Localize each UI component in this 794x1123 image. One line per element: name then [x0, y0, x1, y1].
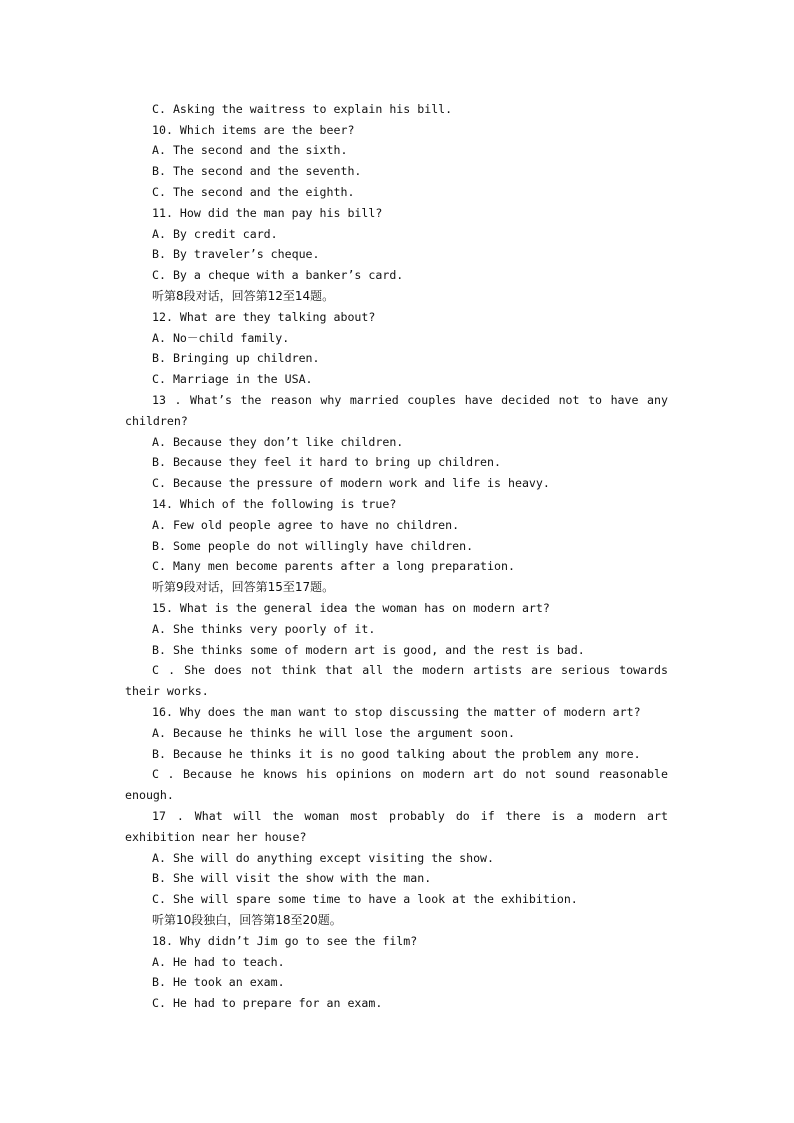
option-14b: B. Some people do not willingly have children.: [152, 539, 474, 553]
option-15a: A. She thinks very poorly of it.: [152, 622, 376, 636]
option-16b: B. Because he thinks it is no good talking about the problem any more.: [152, 747, 641, 761]
option-12b: B. Bringing up children.: [152, 351, 320, 365]
question-17: 17 . What will the woman most probably do if there is a modern art: [152, 809, 668, 823]
option-17a: A. She will do anything except visiting the show.: [152, 851, 495, 865]
option-12a: A. No－child family.: [152, 331, 290, 345]
option-18a: A. He had to teach.: [152, 955, 285, 969]
option-15c-continued: their works.: [125, 684, 209, 698]
option-12c: C. Marriage in the USA.: [152, 372, 313, 386]
question-18: 18. Why didn’t Jim go to see the film?: [152, 934, 418, 948]
question-17-continued: exhibition near her house?: [125, 830, 307, 844]
option-18c: C. He had to prepare for an exam.: [152, 996, 383, 1010]
option-15b: B. She thinks some of modern art is good, and the rest is bad.: [152, 643, 585, 657]
option-13a: A. Because they don’t like children.: [152, 435, 404, 449]
option-10c: C. The second and the eighth.: [152, 185, 355, 199]
option-16c-continued: enough.: [125, 788, 174, 802]
question-13-continued: children?: [125, 414, 188, 428]
option-13c: C. Because the pressure of modern work and life is heavy.: [152, 476, 550, 490]
option-13b: B. Because they feel it hard to bring up children.: [152, 455, 502, 469]
option-16a: A. Because he thinks he will lose the argument soon.: [152, 726, 515, 740]
question-14: 14. Which of the following is true?: [152, 497, 397, 511]
question-13: 13 . What’s the reason why married couples have decided not to have any: [152, 393, 668, 407]
question-15: 15. What is the general idea the woman has on modern art?: [152, 601, 550, 615]
option-15c: C . She does not think that all the modern artists are serious towards: [152, 663, 668, 677]
section-8-instruction: 听第8段对话，回答第12至14题。: [152, 289, 335, 303]
option-18b: B. He took an exam.: [152, 975, 285, 989]
section-10-instruction: 听第10段独白，回答第18至20题。: [152, 913, 342, 927]
option-10b: B. The second and the seventh.: [152, 164, 362, 178]
option-11b: B. By traveler’s cheque.: [152, 247, 320, 261]
option-17b: B. She will visit the show with the man.: [152, 871, 432, 885]
question-11: 11. How did the man pay his bill?: [152, 206, 383, 220]
option-16c: C . Because he knows his opinions on modern art do not sound reasonable: [152, 767, 668, 781]
option-17c: C. She will spare some time to have a look at the exhibition.: [152, 892, 578, 906]
option-11a: A. By credit card.: [152, 227, 278, 241]
question-16: 16. Why does the man want to stop discussing the matter of modern art?: [152, 705, 641, 719]
option-14a: A. Few old people agree to have no children.: [152, 518, 460, 532]
option-14c: C. Many men become parents after a long preparation.: [152, 559, 515, 573]
section-9-instruction: 听第9段对话，回答第15至17题。: [152, 580, 335, 594]
option-9c: C. Asking the waitress to explain his bill.: [152, 102, 453, 116]
option-10a: A. The second and the sixth.: [152, 143, 348, 157]
question-10: 10. Which items are the beer?: [152, 123, 355, 137]
option-11c: C. By a cheque with a banker’s card.: [152, 268, 404, 282]
question-12: 12. What are they talking about?: [152, 310, 376, 324]
